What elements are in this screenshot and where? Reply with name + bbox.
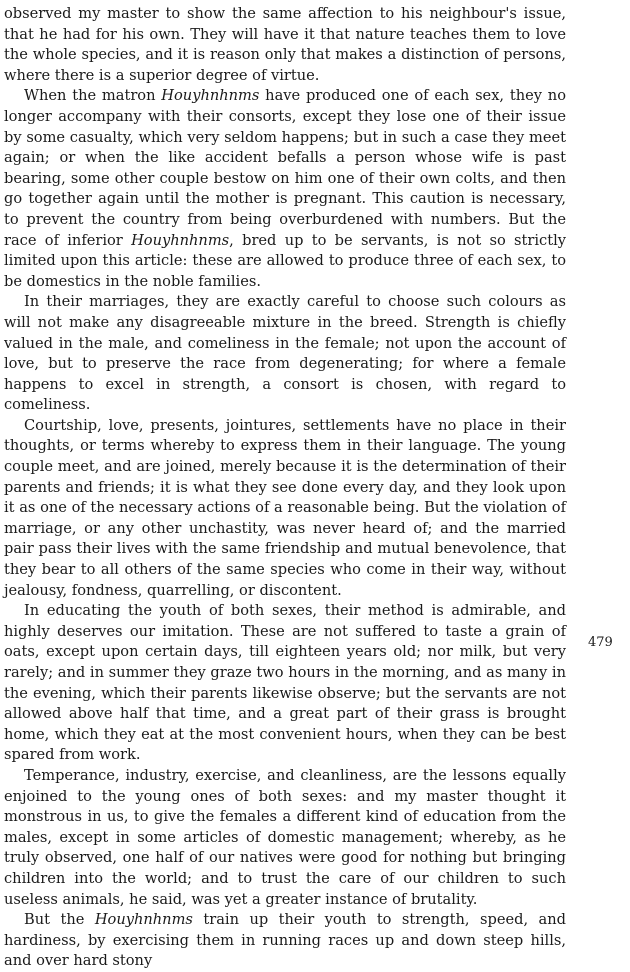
text-run: observed my master to show the same affection to his neighbour's issue, that he had for his own. They will have it that nature teaches them to love the whole species, and it is reason only that makes a distinction of persons, where there is a superior degree of virtue. xyxy=(4,5,566,84)
text-run: train up their youth to strength, speed, and hardiness, by exercising them in running races up and down steep hills, and over hard stony xyxy=(4,911,566,970)
text-run: When the matron xyxy=(24,87,162,105)
text-run: have produced one of each sex, they no longer accompany with their consorts, except they lose one of their issue by some casualty, which very seldom happens; but in such a case they meet again; or when the like accident befalls a person whose wife is past bearing, some other couple bestow on him one of their own colts, and then go together again until the mother is pregnant. This caution is necessary, to prevent the country from being overburdened with numbers. But the race of inferior xyxy=(4,87,566,249)
italic-term: Houyhnhnms xyxy=(94,911,193,929)
text-run: In educating the youth of both sexes, their method is admirable, and highly deserves our imitation. These are not suffered to taste a grain of oats, except upon certain days, till eighteen years old; nor milk, but very rarely; and in summer they graze two hours in the morning, and as many in the evening, which their parents likewise observe; but the servants are not allowed above half that time, and a great part of their grass is brought home, which they eat at the most convenient hours, when they can be best spared from work. xyxy=(4,602,566,764)
italic-term: Houyhnhnms xyxy=(161,87,260,105)
paragraph xyxy=(4,86,566,292)
text-run: Courtship, love, presents, jointures, settlements have no place in their thoughts, or terms whereby to express them in their language. The young couple meet, and are joined, merely because it is the determination of their parents and friends; it is what they see done every day, and they look upon it as one of the necessary actions of a reasonable being. But the violation of marriage, or any other unchastity, was never heard of; and the married pair pass their lives with the same friendship and mutual benevolence, that they bear to all others of the same species who come in their way, without jealousy, fondness, quarrelling, or discontent. xyxy=(4,416,566,599)
text-run: In their marriages, they are exactly careful to choose such colours as will not make any disagreeable mixture in the breed. Strength is chiefly valued in the male, and comeliness in the female; not upon the account of love, but to preserve the race from degenerating; for where a female happens to excel in strength, a consort is chosen, with regard to comeliness. xyxy=(4,293,566,414)
text-run: , bred up to be servants, is not so strictly limited upon this article: these are allowed to produce three of each sex, to be domestics in the noble families. xyxy=(4,231,566,290)
paragraph xyxy=(4,292,566,416)
page-body-text xyxy=(4,4,566,972)
text-run: But the xyxy=(24,911,95,929)
paragraph xyxy=(4,4,566,86)
paragraph xyxy=(4,766,566,910)
paragraph xyxy=(4,416,566,601)
page-number: 479 xyxy=(588,635,613,650)
text-run: Temperance, industry, exercise, and cleanliness, are the lessons equally enjoined to the young ones of both sexes: and my master thought it monstrous in us, to give the females a different kind of education from the males, except in some articles of domestic management; whereby, as he truly observed, one half of our natives were good for nothing but bringing children into the world; and to trust the care of our children to such useless animals, he said, was yet a greater instance of brutality. xyxy=(4,766,566,908)
paragraph xyxy=(4,601,566,766)
paragraph xyxy=(4,910,566,972)
italic-term: Houyhnhnms xyxy=(131,231,230,249)
